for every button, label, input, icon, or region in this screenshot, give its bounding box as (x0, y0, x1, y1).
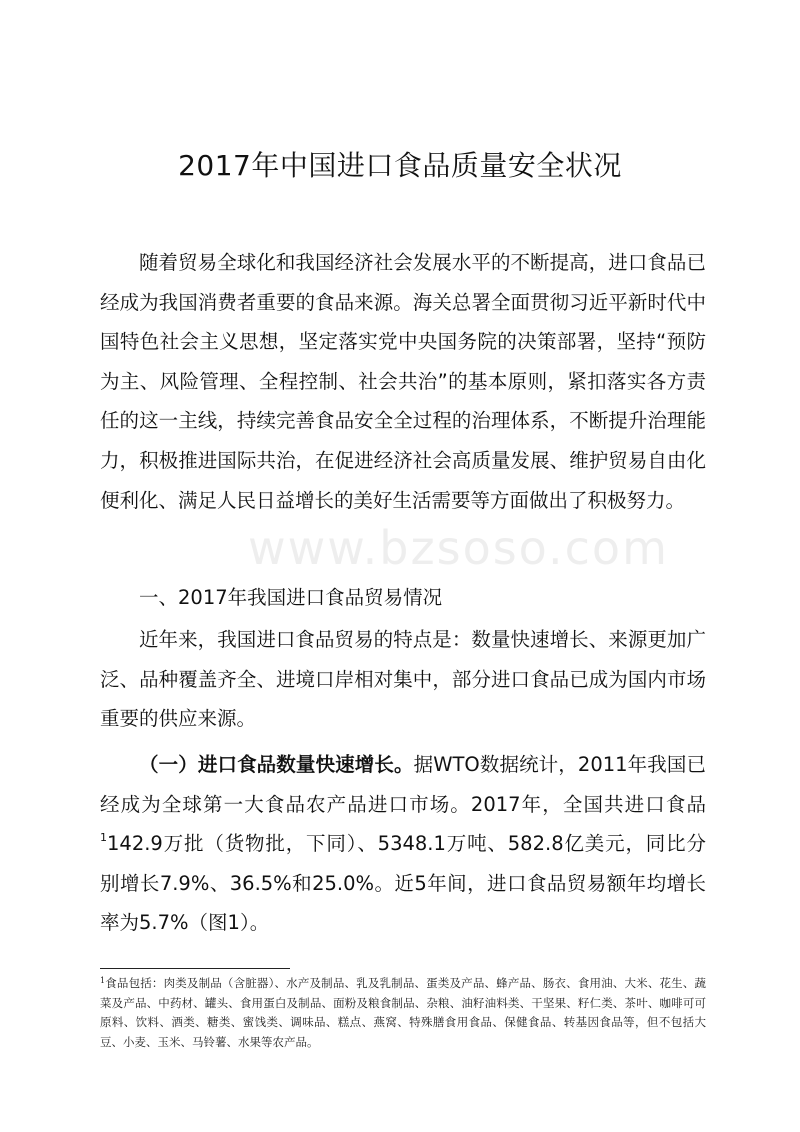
paragraph-text: 据WTO数据统计，2011年我国已经成为全球第一大食品农产品进口市场。2017年，全国共进口食品 (100, 753, 706, 816)
import-growth-paragraph (100, 745, 706, 943)
subsection-heading: （一）进口食品数量快速增长。 (139, 753, 414, 776)
footnote-divider (100, 968, 290, 969)
watermark: www.bzsoso.com (248, 521, 669, 575)
intro-paragraph: 随着贸易全球化和我国经济社会发展水平的不断提高，进口食品已经成为我国消费者重要的食品来源。海关总署全面贯彻习近平新时代中国特色社会主义思想，坚定落实党中央国务院的决策部署，坚持“预防为主、风险管理、全程控制、社会共治”的基本原则，紧扣落实各方责任的这一主线，持续完善食品安全全过程的治理体系，不断提升治理能力，积极推进国际共治，在促进经济社会高质量发展、维护贸易自由化便利化、满足人民日益增长的美好生活需要等方面做出了积极努力。 (100, 251, 706, 512)
trade-overview-paragraph: 近年来，我国进口食品贸易的特点是：数量快速增长、来源更加广泛、品种覆盖齐全、进境口岸相对集中，部分进口食品已成为国内市场重要的供应来源。 (100, 628, 706, 731)
document-title: 2017年中国进口食品质量安全状况 (178, 149, 622, 182)
section-heading: 一、2017年我国进口食品贸易情况 (139, 586, 443, 609)
footnote-marker: 1 (100, 976, 106, 985)
paragraph-text: 142.9万批（货物批，下同）、5348.1万吨、582.8亿美元，同比分别增长7.9%、36.5%和25.0%。近5年间，进口食品贸易额年均增长率为5.7%（图1）。 (100, 832, 706, 935)
footnote-reference[interactable]: 1 (100, 831, 107, 845)
footnote (100, 974, 706, 1052)
footnote-text: 食品包括：肉类及制品（含脏器）、水产及制品、乳及乳制品、蛋类及产品、蜂产品、肠衣、食用油、大米、花生、蔬菜及产品、中药材、罐头、食用蛋白及制品、面粉及粮食制品、杂粮、油籽油料类、干坚果、籽仁类、茶叶、咖啡可可原料、饮料、酒类、糖类、蜜饯类、调味品、糕点、燕窝、特殊膳食用食品、保健食品、转基因食品等，但不包括大豆、小麦、玉米、马铃薯、水果等农产品。 (100, 976, 706, 1049)
